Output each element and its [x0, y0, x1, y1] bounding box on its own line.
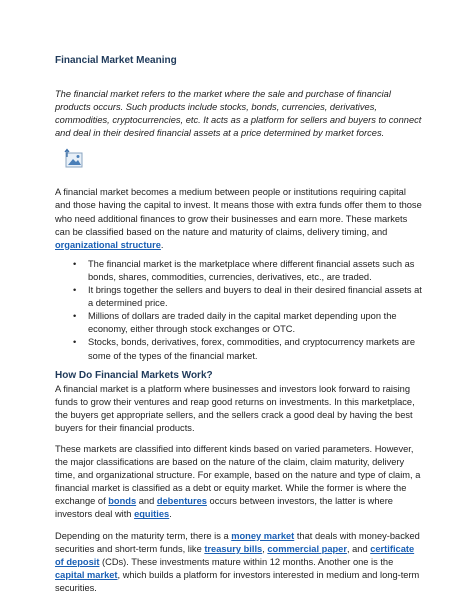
paragraph-classification: [55, 443, 422, 522]
link-treasury-bills[interactable]: treasury bills: [204, 543, 263, 554]
link-money-market[interactable]: money market: [231, 530, 295, 541]
paragraph-how-it-works: A financial market is a platform where businesses and investors look forward to raising funds to grow their ventures and reap good returns on investments. In this marketplace, the buyers get appropriate sellers, and the sellers crack a good deal by having the best buyers for their financial products.: [55, 383, 415, 433]
list-item: • Stocks, bonds, derivatives, forex, commodities, and cryptocurrency markets are some of the types of the financial market.: [80, 336, 422, 362]
link-equities[interactable]: equities: [134, 509, 170, 520]
text-span: Depending on the maturity term, there is a: [55, 530, 232, 541]
text-span: , which builds a platform for investors interested in medium and long-term securities.: [55, 569, 420, 593]
text-span: that deals with money-backed securities and short-term funds, like: [55, 530, 420, 554]
link-capital-market[interactable]: capital market: [55, 569, 118, 580]
link-bonds[interactable]: bonds: [108, 496, 137, 507]
text-span: and: [136, 496, 157, 507]
link-debentures[interactable]: debentures: [156, 496, 207, 507]
text-span: ,: [262, 543, 268, 554]
text-span: These markets are classified into different kinds based on varied parameters. However, the major classifications are based on the nature of the claim, claim maturity, delivery time, and organizational structure. For example, based on the nature and type of claim, a financial market is classified as a debt or equity market. While the former is where the exchange of: [55, 443, 421, 507]
section-heading: How Do Financial Markets Work?: [55, 369, 213, 381]
text-span: occurs between investors, the latter is where investors deal with: [55, 496, 393, 520]
paragraph-overview-end: .: [160, 239, 164, 250]
intro-paragraph: The financial market refers to the market where the sale and purchase of financial products occurs. Such products include stocks, bonds, currencies, derivatives, commodities, cryptocurrencies, etc. It acts as a platform for sellers and buyers to connect and deal in their desired financial assets at a price determined by market forces.: [55, 89, 422, 139]
text-span: (CDs). These investments mature within 12 months. Another one is the: [99, 556, 394, 567]
link-organizational-structure[interactable]: organizational structure: [55, 239, 161, 250]
text-span: .: [169, 509, 172, 520]
list-item: • It brings together the sellers and buyers to deal in their desired financial assets at a determined price.: [80, 284, 422, 310]
link-certificate-of-deposit[interactable]: certificate of deposit: [55, 543, 415, 567]
list-item: • Millions of dollars are traded daily in the capital market depending upon the economy, either through stock exchanges or OTC.: [80, 310, 422, 336]
image-placeholder-icon: [63, 148, 85, 170]
link-commercial-paper[interactable]: commercial paper: [267, 543, 347, 554]
paragraph-overview: [55, 186, 422, 251]
text-span: , and: [346, 543, 371, 554]
paragraph-maturity: [55, 530, 422, 595]
page-title: Financial Market Meaning: [55, 55, 177, 66]
list-item: • The financial market is the marketplace where different financial assets such as bonds, shares, commodities, currencies, derivatives, etc., are traded.: [80, 258, 422, 284]
paragraph-overview-text: A financial market becomes a medium between people or institutions requiring capital and those having the capital to invest. It means those with extra funds offer them to those who need additional finances to grow their businesses and earn more. These markets can be classified based on the nature and maturity of claims, delivery timing, and: [55, 187, 422, 237]
key-points-list: [55, 258, 422, 363]
